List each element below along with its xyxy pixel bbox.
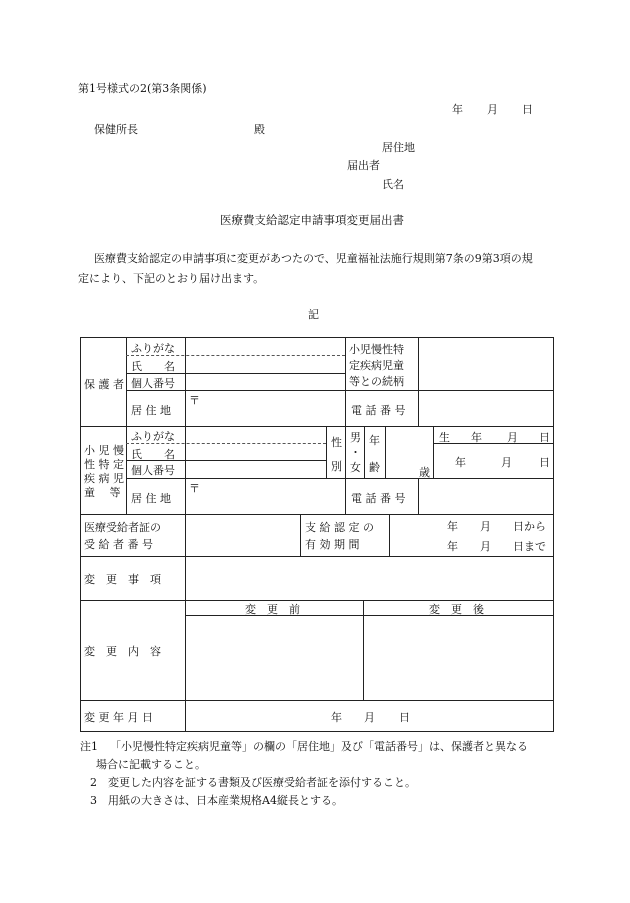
sex-male: 男 xyxy=(350,431,361,444)
notifier-address-label: 居住地 xyxy=(382,141,415,154)
before-label: 変 更 前 xyxy=(245,603,300,616)
birth-year-1: 年 xyxy=(471,431,482,444)
birth-day-2: 日 xyxy=(539,456,550,469)
child-phone-label: 電 話 番 号 xyxy=(351,492,406,505)
birth-day-1: 日 xyxy=(539,431,550,444)
child-personal-no-label: 個人番号 xyxy=(131,464,175,477)
validity-from-year: 年 xyxy=(447,520,458,533)
guardian-address-label: 居 住 地 xyxy=(131,404,171,417)
form-table xyxy=(80,337,554,732)
relation-label-1: 小児慢性特 xyxy=(349,343,404,356)
sex-label-1: 性 xyxy=(331,436,342,449)
child-group-label-3: 疾 病 児 xyxy=(84,472,124,485)
guardian-personal-no-label: 個人番号 xyxy=(131,377,175,390)
validity-from-suffix: 日から xyxy=(513,520,546,533)
child-address-label: 居 住 地 xyxy=(131,492,171,505)
note-1-line-1: 「小児慢性特定疾病児童等」の欄の「居住地」及び「電話番号」は、保護者と異なる xyxy=(110,740,528,753)
child-group-label-4: 童 等 xyxy=(84,486,121,499)
recipient-no-label-2: 受 給 者 番 号 xyxy=(84,538,153,551)
child-group-label-1: 小 児 慢 xyxy=(84,444,124,457)
notifier-label: 届出者 xyxy=(347,159,380,172)
guardian-furigana-label: ふりがな xyxy=(131,342,175,355)
change-date-month: 月 xyxy=(364,711,375,724)
child-furigana-label: ふりがな xyxy=(131,430,175,443)
child-group-label-2: 性 特 定 xyxy=(84,458,124,471)
change-date-day: 日 xyxy=(399,711,410,724)
validity-label-1: 支 給 認 定 の xyxy=(305,521,374,534)
sex-dot: ・ xyxy=(350,446,361,459)
validity-to-month: 月 xyxy=(480,540,491,553)
note-3: 3 用紙の大きさは、日本産業規格A4縦長とする。 xyxy=(90,794,343,807)
validity-to-year: 年 xyxy=(447,540,458,553)
birth-month-1: 月 xyxy=(507,431,518,444)
addressee: 保健所長 xyxy=(94,123,138,136)
age-label-1: 年 xyxy=(369,434,380,447)
age-unit: 歳 xyxy=(419,466,430,479)
change-date-label: 変 更 年 月 日 xyxy=(84,711,153,724)
note-1-line-2: 場合に記載すること。 xyxy=(96,758,206,771)
guardian-group-label: 保 護 者 xyxy=(84,378,124,391)
ki-mark: 記 xyxy=(308,308,319,321)
after-label: 変 更 後 xyxy=(429,603,484,616)
note-2: 2 変更した内容を証する書類及び医療受給者証を添付すること。 xyxy=(90,776,416,789)
date-day-label: 日 xyxy=(522,103,533,116)
guardian-name-label: 氏 名 xyxy=(131,360,175,373)
guardian-postal-mark: 〒 xyxy=(189,394,200,407)
child-postal-mark: 〒 xyxy=(189,482,200,495)
validity-label-2: 有 効 期 間 xyxy=(305,538,360,551)
form-number: 第1号様式の2(第3条関係) xyxy=(78,82,207,95)
intro-line-1: 医療費支給認定の申請事項に変更があつたので、児童福祉法施行規則第7条の9第3項の規 xyxy=(94,252,533,265)
relation-label-3: 等との続柄 xyxy=(349,375,404,388)
guardian-phone-label: 電 話 番 号 xyxy=(351,404,406,417)
note-1-prefix: 注1 xyxy=(80,740,98,753)
sex-label-2: 別 xyxy=(331,460,342,473)
date-month-label: 月 xyxy=(487,103,498,116)
change-date-year: 年 xyxy=(331,711,342,724)
age-label-2: 齢 xyxy=(369,461,380,474)
birth-label: 生 xyxy=(439,431,450,444)
document-title: 医療費支給認定申請事項変更届出書 xyxy=(220,213,404,227)
recipient-no-label-1: 医療受給者証の xyxy=(84,521,161,534)
change-content-label: 変 更 内 容 xyxy=(84,645,161,658)
birth-month-2: 月 xyxy=(501,456,512,469)
intro-line-2: 定により、下記のとおり届け出ます。 xyxy=(78,272,265,285)
honorific: 殿 xyxy=(254,123,265,136)
notifier-name-label: 氏名 xyxy=(382,178,404,191)
date-year-label: 年 xyxy=(452,103,463,116)
change-item-label: 変 更 事 項 xyxy=(84,573,161,586)
sex-female: 女 xyxy=(350,461,361,474)
validity-to-suffix: 日まで xyxy=(513,540,546,553)
relation-label-2: 定疾病児童 xyxy=(349,359,404,372)
birth-year-2: 年 xyxy=(455,456,466,469)
validity-from-month: 月 xyxy=(480,520,491,533)
child-name-label: 氏 名 xyxy=(131,448,175,461)
